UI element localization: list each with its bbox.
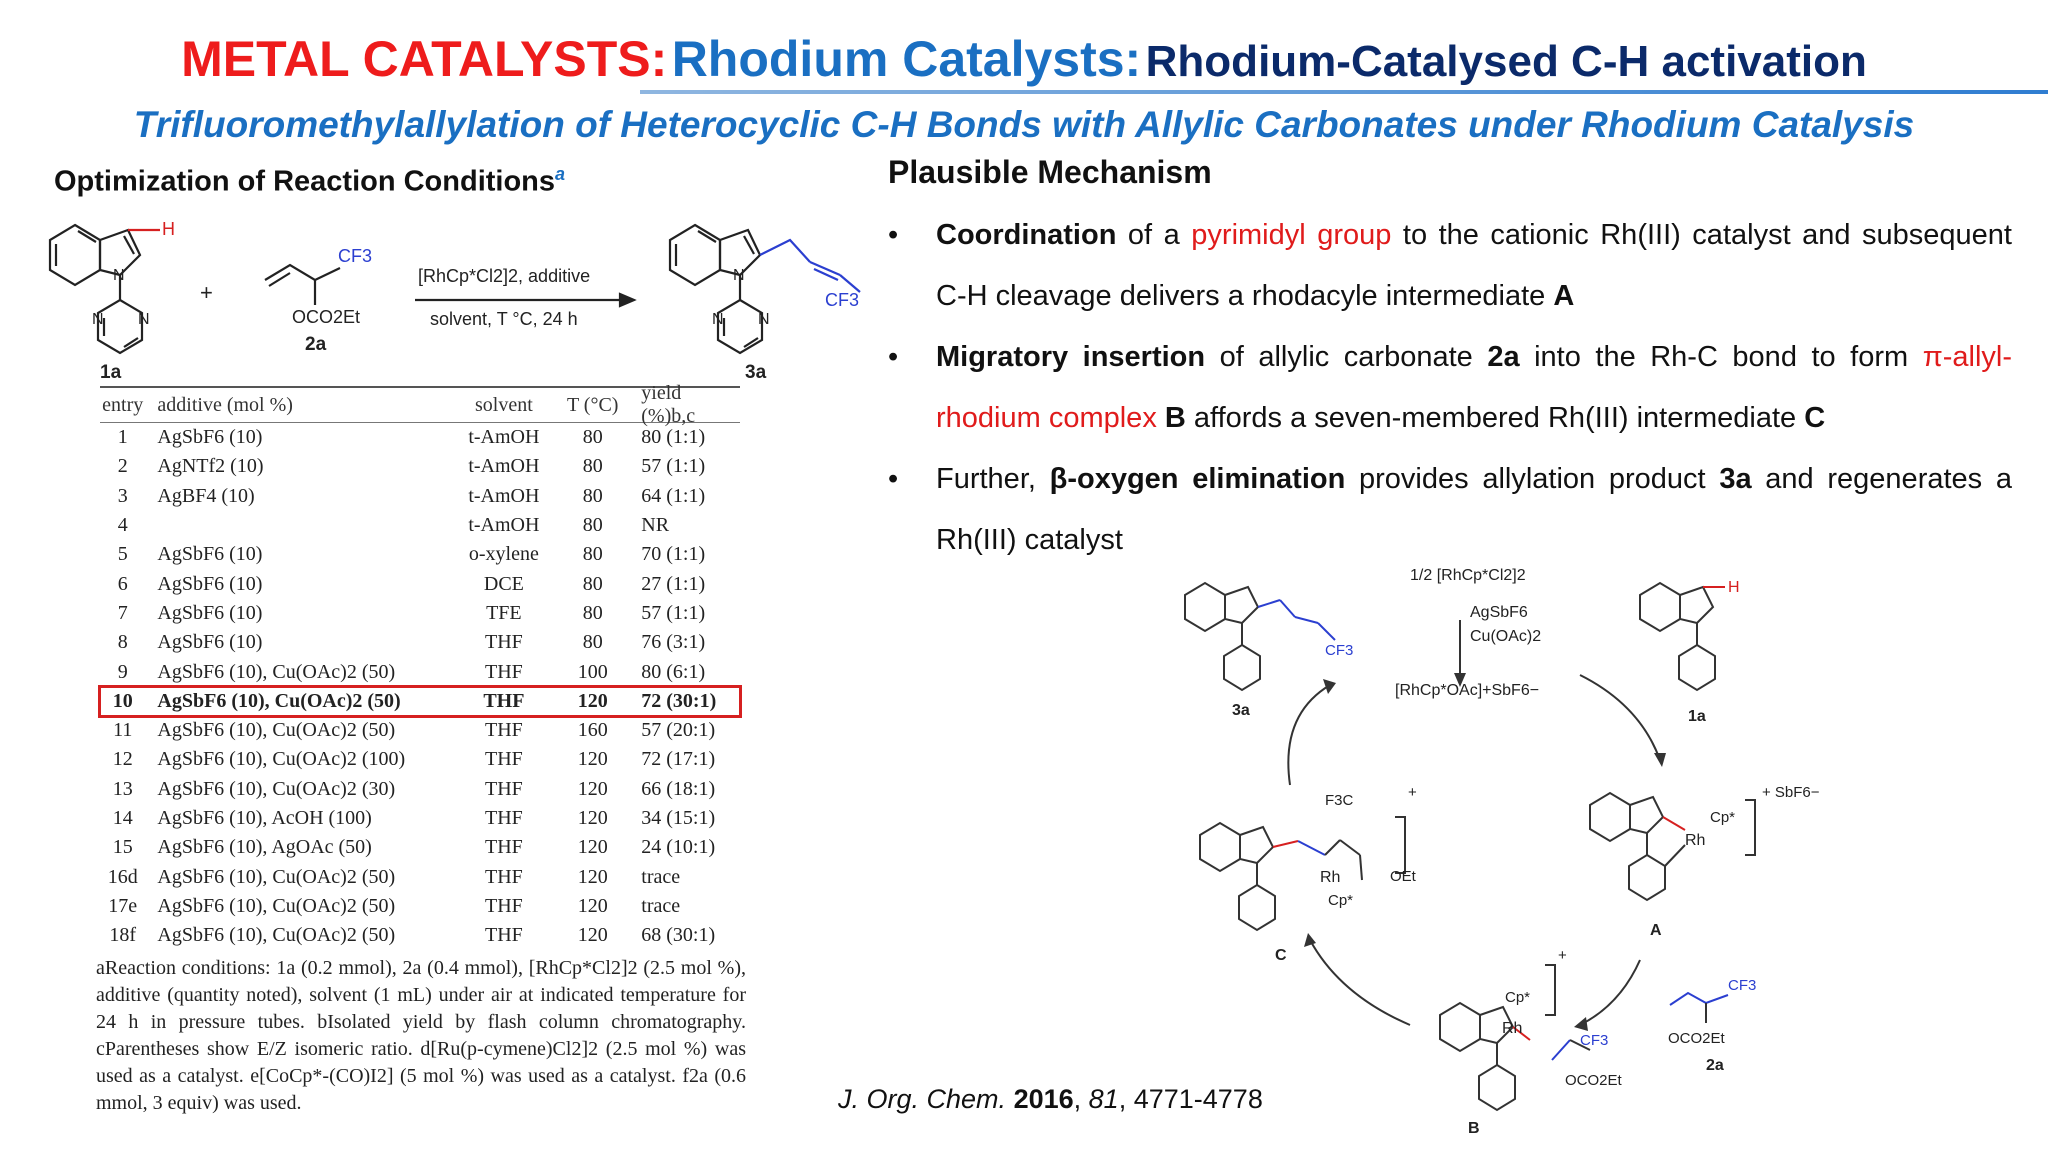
page-title: [0, 30, 2048, 88]
cell-solvent: THF: [484, 660, 523, 683]
citation-pages: 4771-4778: [1133, 1084, 1263, 1114]
cell-temperature: 80: [582, 426, 603, 449]
cycle-label-C: C: [1275, 947, 1287, 964]
cell-yield: trace: [641, 865, 681, 888]
cell-yield: 27 (1:1): [641, 572, 706, 595]
table-row: [100, 657, 740, 686]
cycle-c-rh: Rh: [1320, 869, 1341, 886]
citation-year: 2016: [1013, 1084, 1074, 1114]
cell-yield: 57 (20:1): [641, 719, 716, 742]
cell-solvent: THF: [484, 748, 523, 771]
cell-solvent: t-AmOH: [468, 455, 540, 478]
cell-yield: 70 (1:1): [641, 543, 706, 566]
cell-temperature: 120: [577, 689, 608, 712]
cell-yield: 80 (1:1): [641, 426, 706, 449]
cell-yield: 57 (1:1): [641, 601, 706, 624]
cell-entry: 11: [113, 719, 133, 742]
svg-text:N: N: [92, 311, 104, 328]
cell-temperature: 100: [577, 660, 608, 683]
cell-temperature: 120: [577, 836, 608, 859]
cell-yield: 72 (17:1): [641, 748, 716, 771]
cell-temperature: 120: [577, 777, 608, 800]
cycle-1a-h: H: [1728, 579, 1740, 596]
cell-temperature: 80: [582, 455, 603, 478]
svg-text:N: N: [138, 311, 150, 328]
cell-additive: AgSbF6 (10): [157, 601, 263, 624]
cycle-label-B: B: [1468, 1120, 1480, 1137]
table-row: [100, 599, 740, 628]
cell-additive: AgSbF6 (10), AcOH (100): [157, 807, 372, 829]
cell-entry: 2: [117, 455, 128, 478]
cell-solvent: THF: [484, 924, 523, 947]
table-row: [100, 716, 740, 745]
cell-entry: 16d: [107, 865, 138, 888]
subtitle: Trifluoromethylallylation of Heterocyclic C-H Bonds with Allylic Carbonates under Rhodium Catalysis: [133, 104, 1915, 145]
cycle-b-oco2et: OCO2Et: [1565, 1072, 1622, 1089]
cycle-a-cp: Cp*: [1710, 809, 1736, 826]
cycle-a-sbf6: + SbF6−: [1762, 784, 1820, 801]
scheme-reagent-line2: solvent, T °C, 24 h: [430, 309, 578, 329]
table-row: [100, 687, 740, 716]
scheme-2a-oco2et: OCO2Et: [292, 307, 361, 327]
cell-solvent: THF: [484, 631, 523, 654]
table-row: [100, 628, 740, 657]
cell-temperature: 120: [577, 748, 608, 771]
cell-temperature: 120: [577, 865, 608, 888]
table-row: [100, 804, 740, 833]
cell-additive: AgSbF6 (10): [157, 543, 263, 566]
cell-solvent: THF: [484, 807, 523, 829]
title-metal-catalysts: METAL CATALYSTS:: [181, 31, 668, 87]
svg-text:N: N: [758, 311, 770, 328]
citation-volume: 81: [1088, 1084, 1119, 1114]
cell-temperature: 120: [577, 894, 608, 917]
table-header: [100, 382, 740, 427]
cell-solvent: t-AmOH: [468, 484, 540, 507]
cell-solvent: THF: [484, 836, 523, 859]
cell-entry: 8: [117, 631, 128, 654]
cell-yield: 64 (1:1): [641, 484, 706, 507]
cycle-b-cf3: CF3: [1580, 1032, 1609, 1049]
citation: J. Org. Chem. 2016, 81, 4771-4778: [838, 1084, 1263, 1114]
title-underline: [640, 90, 2048, 94]
scheme-label-3a: 3a: [745, 362, 767, 383]
header-temperature: T (°C): [566, 393, 619, 416]
scheme-reagent-line1: [RhCp*Cl2]2, additive: [418, 266, 591, 286]
cell-solvent: t-AmOH: [468, 426, 540, 449]
cycle-b-plus: +: [1558, 947, 1567, 964]
cell-entry: 17e: [108, 894, 138, 917]
cell-temperature: 120: [577, 807, 608, 829]
header-entry: entry: [102, 393, 144, 416]
bullet-dot-icon: •: [888, 219, 899, 251]
optimization-table: [100, 382, 740, 950]
catalytic-cycle: [1140, 555, 2040, 1145]
cell-solvent: DCE: [483, 572, 524, 595]
cell-temperature: 80: [582, 543, 603, 566]
header-yield: yield (%)b,c: [641, 382, 696, 427]
cell-entry: 18f: [109, 924, 137, 947]
cycle-label-3a: 3a: [1232, 702, 1250, 719]
svg-text:N: N: [712, 311, 724, 328]
bullet-migratory-insertion: • Migratory insertion of allylic carbonate 2a into the Rh-C bond to form π-allyl-rhodium complex B affords a seven-membered Rh(III) intermediate C: [888, 327, 2012, 449]
header-additive: additive (mol %): [157, 393, 293, 416]
header-solvent: solvent: [474, 393, 533, 416]
cell-solvent: o-xylene: [468, 543, 539, 566]
table-row: [100, 862, 740, 891]
cell-additive: AgSbF6 (10), Cu(OAc)2 (50): [157, 894, 396, 917]
table-body: [100, 423, 740, 950]
scheme-label-1a: 1a: [100, 362, 122, 383]
cycle-label-A: A: [1650, 922, 1662, 939]
scheme-label-2a: 2a: [305, 334, 327, 355]
citation-journal: J. Org. Chem.: [838, 1084, 1007, 1114]
cell-temperature: 80: [582, 572, 603, 595]
cell-additive: AgSbF6 (10), Cu(OAc)2 (30): [157, 777, 396, 800]
svg-text:N: N: [733, 267, 745, 284]
cycle-2a-oco2et: OCO2Et: [1668, 1030, 1725, 1047]
cell-solvent: THF: [484, 777, 523, 800]
cell-additive: AgSbF6 (10): [157, 631, 263, 654]
cell-yield: 24 (10:1): [641, 836, 716, 859]
table-footnote: aReaction conditions: 1a (0.2 mmol), 2a (0.4 mmol), [RhCp*Cl2]2 (2.5 mol %), additive (quantity noted), solvent (1 mL) under air at indicated temperature for 24 h in pressure tubes. bIsolated yield by flash column chromatography. cParentheses show E/Z isomeric ratio. d[Ru(p-cymene)Cl2]2 (2.5 mol %) was used as a catalyst. e[CoCp*-(CO)I2] (5 mol %) was used as a catalyst. f2a (0.6 mmol, 3 equiv) was used.: [96, 957, 746, 1114]
optimization-heading: Optimization of Reaction Conditions$^a$: [54, 164, 566, 198]
cell-yield: 80 (6:1): [641, 660, 706, 683]
bullet-coordination: • Coordination of a pyrimidyl group to the cationic Rh(III) catalyst and subsequent C-H cleavage delivers a rhodacyle intermediate A: [888, 205, 2012, 327]
cell-solvent: THF: [484, 894, 523, 917]
cell-solvent: THF: [483, 689, 525, 712]
cell-additive: AgSbF6 (10), Cu(OAc)2 (50): [157, 689, 401, 712]
cycle-label-2a: 2a: [1706, 1057, 1724, 1074]
cell-yield: 68 (30:1): [641, 924, 716, 947]
cell-additive: AgBF4 (10): [157, 484, 255, 507]
scheme-3a-cf3: CF3: [825, 290, 860, 310]
cell-additive: AgNTf2 (10): [157, 455, 264, 478]
cell-entry: 13: [112, 777, 133, 800]
cell-additive: AgSbF6 (10), Cu(OAc)2 (50): [157, 719, 396, 742]
cell-entry: 7: [117, 601, 128, 624]
cell-temperature: 80: [582, 514, 603, 537]
bullet-dot-icon: •: [888, 341, 899, 373]
cell-solvent: t-AmOH: [468, 514, 540, 537]
bullet-beta-oxygen-elimination: • Further, β-oxygen elimination provides allylation product 3a and regenerates a Rh(III) catalyst: [888, 449, 2012, 571]
cycle-label-1a: 1a: [1688, 708, 1706, 725]
cell-yield: NR: [641, 514, 670, 537]
cycle-reagent-cuoac2: Cu(OAc)2: [1470, 628, 1542, 645]
cycle-2a-cf3: CF3: [1728, 977, 1757, 994]
cell-temperature: 120: [577, 924, 608, 947]
cell-yield: 57 (1:1): [641, 455, 706, 478]
bullet-dot-icon: •: [888, 463, 899, 495]
cell-entry: 10: [112, 689, 133, 712]
cell-temperature: 80: [582, 601, 603, 624]
cycle-c-plus: +: [1408, 784, 1417, 801]
cycle-3a-cf3: CF3: [1325, 642, 1354, 659]
title-ch-activation: Rhodium-Catalysed C-H activation: [1145, 37, 1867, 86]
cycle-b-rh: Rh: [1502, 1020, 1523, 1037]
cell-additive: AgSbF6 (10): [157, 426, 263, 449]
cycle-catalyst-source: 1/2 [RhCp*Cl2]2: [1410, 567, 1526, 584]
title-rhodium-catalysts: Rhodium Catalysts:: [671, 31, 1142, 87]
table-row: [100, 540, 740, 569]
cell-additive: AgSbF6 (10), Cu(OAc)2 (100): [157, 748, 406, 771]
cell-additive: AgSbF6 (10), Cu(OAc)2 (50): [157, 865, 396, 888]
cycle-c-oet: OEt: [1390, 868, 1416, 885]
table-row: [100, 482, 740, 511]
cell-yield: trace: [641, 894, 681, 917]
cell-additive: AgSbF6 (10), AgOAc (50): [157, 836, 372, 859]
cell-entry: 1: [117, 426, 128, 449]
table-row: [100, 511, 740, 540]
cell-yield: 34 (15:1): [641, 807, 716, 829]
table-row: [100, 921, 740, 950]
table-row: [100, 775, 740, 804]
cell-entry: 12: [112, 748, 133, 771]
cell-entry: 6: [117, 572, 128, 595]
table-row: [100, 833, 740, 862]
cell-solvent: THF: [484, 865, 523, 888]
table-row: [100, 569, 740, 598]
cell-temperature: 160: [577, 719, 608, 742]
cell-entry: 4: [117, 514, 128, 537]
cell-entry: 15: [112, 836, 133, 859]
cell-yield: 76 (3:1): [641, 631, 706, 654]
cycle-active-catalyst: [RhCp*OAc]+SbF6−: [1395, 682, 1540, 699]
table-row: [100, 452, 740, 481]
table-row: [100, 423, 740, 452]
cell-solvent: THF: [484, 719, 523, 742]
cell-additive: AgSbF6 (10): [157, 572, 263, 595]
table-row: [100, 892, 740, 921]
cell-entry: 3: [117, 484, 128, 507]
cell-entry: 5: [117, 543, 128, 566]
cell-additive: AgSbF6 (10), Cu(OAc)2 (50): [157, 924, 396, 947]
cell-yield: 66 (18:1): [641, 777, 716, 800]
table-row: [100, 745, 740, 774]
cell-additive: AgSbF6 (10), Cu(OAc)2 (50): [157, 660, 396, 683]
mechanism-bullets: [888, 205, 2012, 571]
cycle-a-rh: Rh: [1685, 832, 1706, 849]
mechanism-heading: Plausible Mechanism: [888, 154, 1212, 190]
cell-solvent: TFE: [486, 601, 522, 624]
reaction-scheme: [20, 200, 880, 390]
cycle-c-cp: Cp*: [1328, 892, 1354, 909]
cell-entry: 9: [117, 660, 128, 683]
scheme-plus: +: [200, 280, 213, 305]
cycle-c-f3c: F3C: [1325, 792, 1354, 809]
cell-yield: 72 (30:1): [641, 689, 717, 712]
scheme-h-label: H: [162, 219, 175, 239]
cell-entry: 14: [112, 807, 133, 829]
svg-text:N: N: [113, 267, 125, 284]
cycle-reagent-agsbf6: AgSbF6: [1470, 604, 1528, 621]
cell-temperature: 80: [582, 631, 603, 654]
scheme-2a-cf3: CF3: [338, 246, 373, 266]
cell-temperature: 80: [582, 484, 603, 507]
cycle-b-cp: Cp*: [1505, 989, 1531, 1006]
